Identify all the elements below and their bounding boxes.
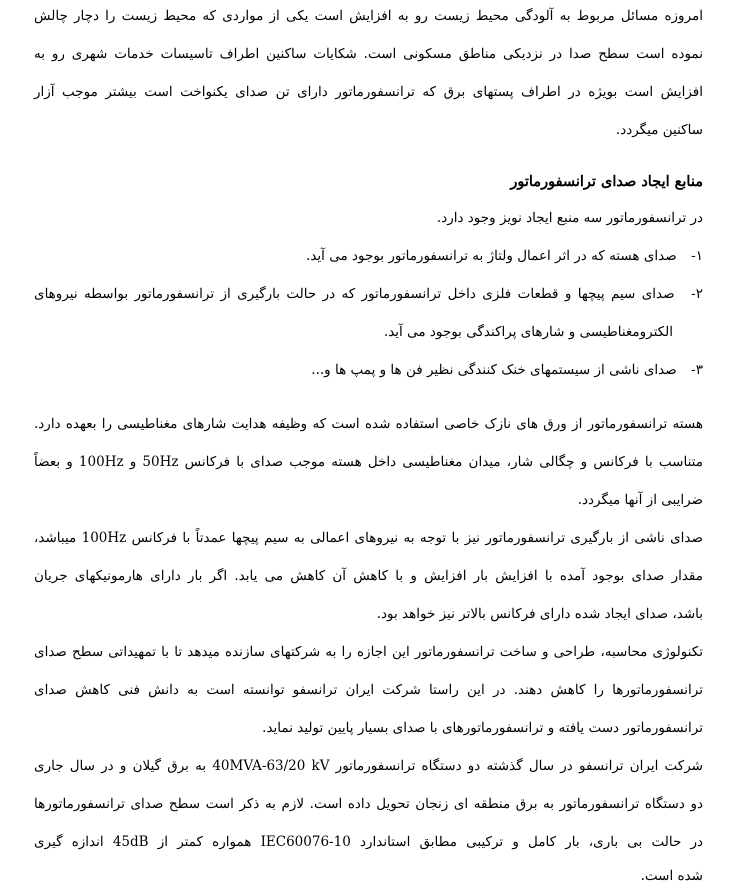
list-item-2	[34, 284, 703, 304]
list-item-3	[34, 360, 703, 380]
para2-line-2: مقدار صدای بوجود آمده با افزایش بار افزایش و با کاهش آن کاهش می یابد. اگر بار دارای هارمونیکهای جریان	[34, 568, 703, 584]
para1-line-2: متناسب با فرکانس و چگالی شار، میدان مغناطیسی داخل هسته موجب صدای با فرکانس 50Hz و 100Hz و بعضاً	[34, 454, 703, 470]
list-item-1	[34, 246, 703, 266]
para3-line-1: تکنولوژی محاسبه، طراحی و ساخت ترانسفورماتور این اجازه را به شرکتهای سازنده میدهد تا با تمهیداتی سطح صدای	[34, 644, 703, 660]
intro-line-2: نموده است سطح صدا در نزدیکی مناطق مسکونی است. شکایات ساکنین اطراف تاسیسات خدمات شهری رو به	[34, 46, 703, 62]
para4-line-3: در حالت بی باری، بار کامل و ترکیبی مطابق استاندارد IEC60076-10 همواره کمتر از 45dB اندازه گیری	[34, 834, 704, 850]
list-item-text: صدای هسته که در اثر اعمال ولتاژ به ترانسفورماتور بوجود می آید.	[306, 248, 677, 264]
intro-line-3: افزایش است بویژه در اطراف پستهای برق که ترانسفورماتور دارای تن صدای یکنواخت است بیشتر موجب آزار	[34, 84, 703, 100]
intro-line-4: ساکنین میگردد.	[615, 122, 703, 138]
para3-line-2: ترانسفورماتورها را کاهش دهند. در این راستا شرکت ایران ترانسفو توانسته است به دانش فنی کاهش صدای	[34, 682, 703, 698]
list-item-number: ۳-	[691, 362, 703, 378]
list-item-2-continuation: الکترومغناطیسی و شارهای پراکندگی بوجود می آید.	[383, 324, 673, 340]
section-lead: در ترانسفورماتور سه منبع ایجاد نویز وجود دارد.	[436, 210, 703, 226]
list-item-text: صدای سیم پیچها و قطعات فلزی داخل ترانسفورماتور که در حالت بارگیری از ترانسفورماتور بواسطه نیروهای	[34, 286, 675, 302]
list-item-number: ۲-	[691, 286, 703, 302]
para3-line-3: ترانسفورماتور دست یافته و ترانسفورماتورهای با صدای بسیار پایین تولید نماید.	[262, 720, 703, 736]
list-item-number: ۱-	[691, 248, 703, 264]
para2-line-1: صدای ناشی از بارگیری ترانسفورماتور نیز با توجه به نیروهای اعمالی به سیم پیچها عمدتاً با فرکانس 100Hz میباشد،	[34, 530, 703, 546]
para1-line-1: هسته ترانسفورماتور از ورق های نازک خاصی استفاده شده است که وظیفه هدایت شارهای مغناطیسی را بعهده دارد.	[34, 416, 703, 432]
para4-line-1: شرکت ایران ترانسفو در سال گذشته دو دستگاه ترانسفورماتور 40MVA-63/20 kV به برق گیلان و در سال جاری	[34, 758, 703, 774]
list-item-text: صدای ناشی از سیستمهای خنک کنندگی نظیر فن ها و پمپ ها و...	[311, 362, 677, 378]
para1-line-3: ضرایبی از آنها میگردد.	[577, 492, 703, 508]
intro-line-1: امروزه مسائل مربوط به آلودگی محیط زیست رو به افزایش است یکی از مواردی که محیط زیست را دچار چالش	[34, 8, 703, 24]
section-title: منابع ایجاد صدای ترانسفورماتور	[510, 173, 703, 190]
para4-line-2: دو دستگاه ترانسفورماتور به برق منطقه ای زنجان تحویل داده است. لازم به ذکر است سطح صدای ترانسفورماتورها	[34, 796, 703, 812]
para4-line-4: شده است.	[640, 868, 703, 884]
para2-line-3: باشد، صدای ایجاد شده دارای فرکانس بالاتر نیز خواهد بود.	[376, 606, 703, 622]
